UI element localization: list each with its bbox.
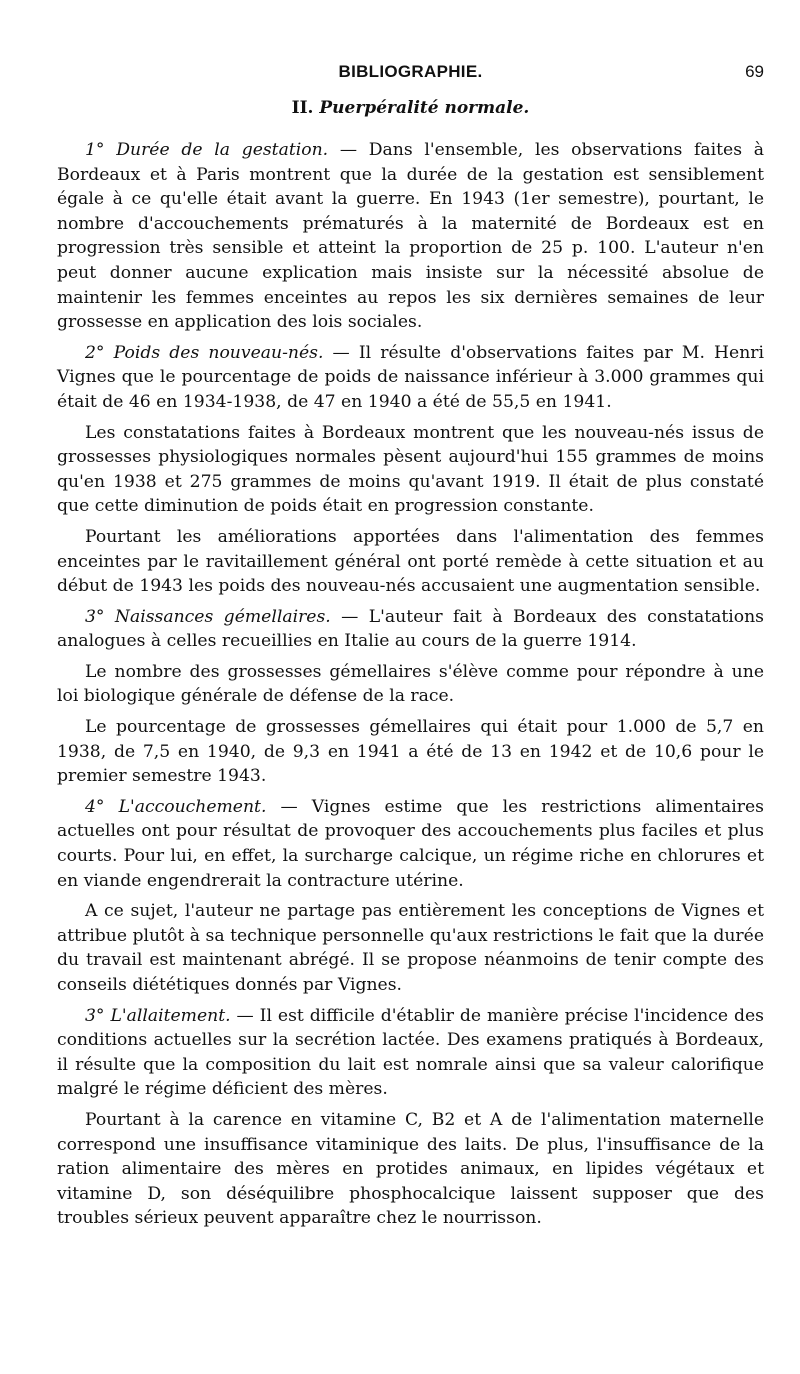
section-title-text: Puerpéralité normale. (319, 98, 530, 118)
paragraph-label: 1° Durée de la gestation. (85, 140, 329, 160)
paragraph-naissances-gemellaires (57, 605, 764, 654)
paragraph-text: Les constatations faites à Bordeaux montrent que les nouveau-nés issus de grossesses physiologiques normales pèsent aujourd'hui 155 grammes de moins qu'en 1938 et 275 grammes de moins qu'avant 1919. Il était de plus constaté que cette diminution de poids était en progression constante. (57, 422, 764, 517)
paragraph-ameliorations (57, 525, 764, 599)
section-number: II. (291, 98, 314, 118)
paragraph-allaitement (57, 1004, 764, 1102)
paragraph-nombre-grossesses (57, 660, 764, 709)
section-title (57, 98, 764, 118)
paragraph-label: 2° Poids des nouveau-nés. (85, 342, 324, 363)
paragraph-a-ce-sujet (57, 899, 764, 997)
paragraph-text: A ce sujet, l'auteur ne partage pas entièrement les conceptions de Vignes et attribue plutôt à sa technique personnelle qu'aux restrictions le fait que la durée du travail est maintenant abrégé. Il se propose néanmoins de tenir compte des conseils diététiques donnés par Vignes. (57, 901, 764, 995)
paragraph-text: Pourtant les améliorations apportées dans l'alimentation des femmes enceintes par le ravitaillement général ont porté remède à cette situation et au début de 1943 les poids des nouveau-nés accusaient une augmentation sensible. (57, 526, 764, 597)
running-head: BIBLIOGRAPHIE. (338, 62, 483, 81)
paragraph-constatations-bordeaux (57, 421, 764, 519)
paragraph-text: — Dans l'ensemble, les observations faites à Bordeaux et à Paris montrent que la durée de la gestation est sensiblement égale à ce qu'elle était avant la guerre. En 1943 (1er semestre), pourtant, le nombre d'accouchements prématurés à la maternité de Bordeaux est en progression très sensible et atteint la proportion de 25 p. 100. L'auteur n'en peut donner aucune explication mais insiste sur la nécessité absolue de maintenir les femmes enceintes au repos les six dernières semaines de leur grossesse en application des lois sociales. (57, 140, 764, 333)
paragraph-text: — Il résulte d'observations faites par M. Henri Vignes que le pourcentage de poids de naissance inférieur à 3.000 grammes qui était de 46 en 1934-1938, de 47 en 1940 a été de 55,5 en 1941. (57, 342, 764, 412)
paragraph-text: — L'auteur fait à Bordeaux des constatations analogues à celles recueillies en Italie au cours de la guerre 1914. (57, 606, 764, 652)
paragraph-poids-nouveau-nes (57, 341, 764, 415)
paragraph-text: Le pourcentage de grossesses gémellaires qui était pour 1.000 de 5,7 en 1938, de 7,5 en 1940, de 9,3 en 1941 a été de 13 en 1942 et de 10,6 pour le premier semestre 1943. (57, 717, 764, 787)
page-header (57, 60, 764, 90)
paragraph-text: — Vignes estime que les restrictions alimentaires actuelles ont pour résultat de provoquer des accouchements plus faciles et plus courts. Pour lui, en effet, la surcharge calcique, un régime riche en chlorures et en viande engendrerait la contracture utérine. (57, 796, 764, 891)
paragraph-text: — Il est difficile d'établir de manière précise l'incidence des conditions actuelles sur la secrétion lactée. Des examens pratiqués à Bordeaux, il résulte que la composition du lait est nomrale ainsi que sa valeur calorifique malgré le régime déficient des mères. (57, 1005, 764, 1100)
paragraph-label: 4° L'accouchement. (85, 796, 267, 817)
paragraph-accouchement (57, 795, 764, 893)
paragraph-pourcentage-gemellaires (57, 715, 764, 789)
paragraph-label: 3° Naissances gémellaires. (85, 606, 331, 627)
paragraph-duree-gestation (57, 138, 764, 335)
page-number: 69 (745, 62, 764, 81)
paragraph-text: Pourtant à la carence en vitamine C, B2 et A de l'alimentation maternelle correspond une insuffisance vitaminique des laits. De plus, l'insuffisance de la ration alimentaire des mères en protides animaux, en lipides végétaux et vitamine D, son déséquilibre phosphocalcique laissent supposer que des troubles sérieux peuvent apparaître chez le nourrisson. (57, 1109, 764, 1229)
paragraph-carence-vitamine (57, 1108, 764, 1231)
document-page (57, 60, 764, 1237)
paragraph-label: 3° L'allaitement. (85, 1005, 231, 1026)
paragraph-text: Le nombre des grossesses gémellaires s'élève comme pour répondre à une loi biologique générale de défense de la race. (57, 661, 764, 707)
